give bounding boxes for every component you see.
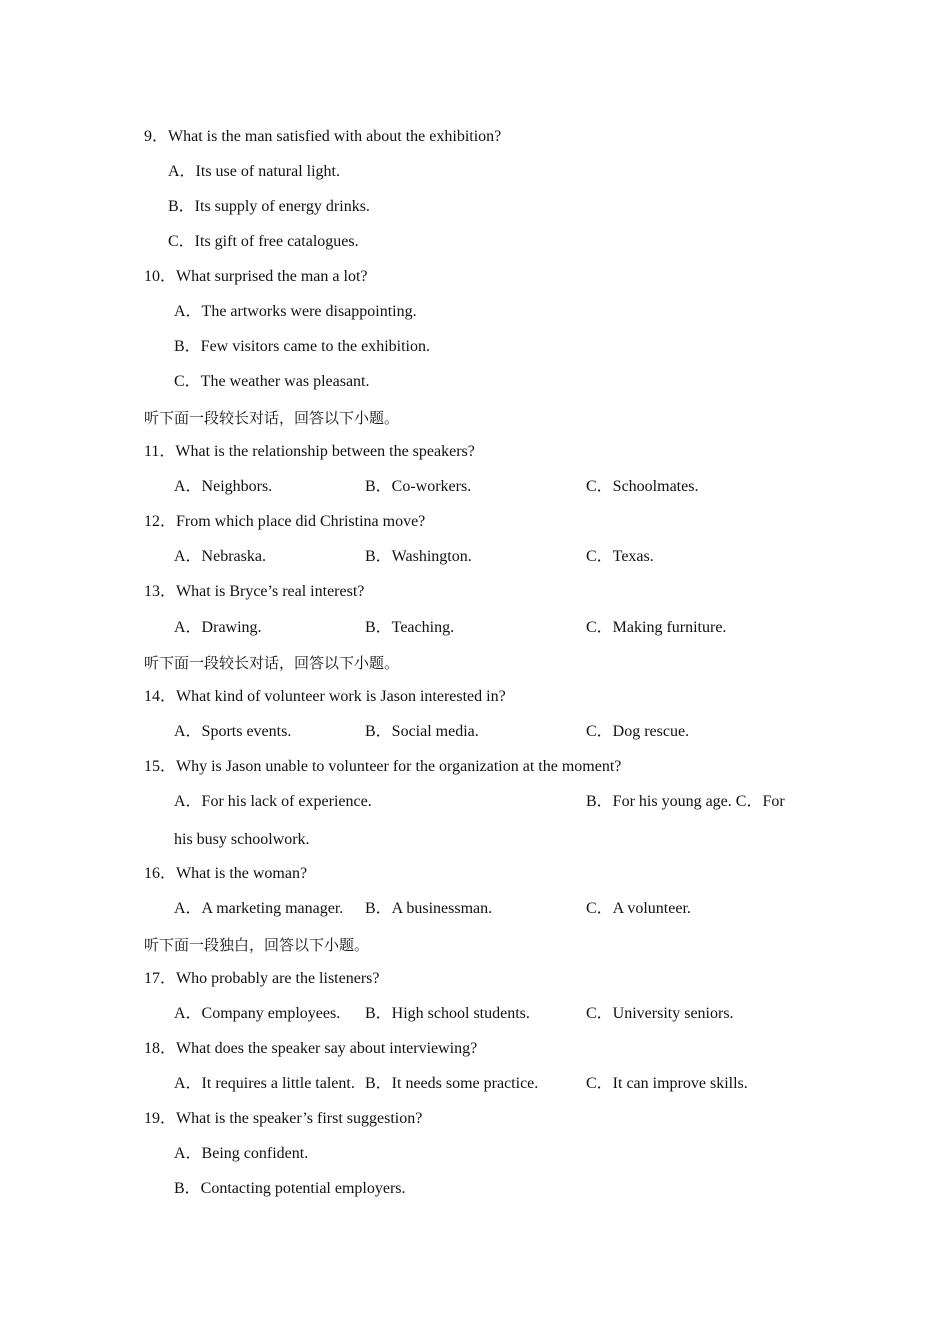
q9-option-a: A．Its use of natural light. bbox=[168, 163, 340, 180]
q14-option-a: A．Sports events. bbox=[174, 723, 292, 740]
question-12: 12．From which place did Christina move? bbox=[144, 513, 426, 530]
q10-option-b: B．Few visitors came to the exhibition. bbox=[174, 338, 430, 355]
q9-option-c: C．Its gift of free catalogues. bbox=[168, 233, 359, 250]
question-14: 14．What kind of volunteer work is Jason interested in? bbox=[144, 688, 506, 705]
q10-option-c: C．The weather was pleasant. bbox=[174, 373, 370, 390]
q12-option-a: A．Nebraska. bbox=[174, 548, 266, 565]
q17-option-b: B．High school students. bbox=[365, 1005, 530, 1022]
q16-option-b: B．A businessman. bbox=[365, 900, 493, 917]
q15-option-b: B．For his young age. C．For bbox=[586, 793, 785, 810]
q9-option-b: B．Its supply of energy drinks. bbox=[168, 198, 370, 215]
q17-option-c: C．University seniors. bbox=[586, 1005, 734, 1022]
q18-option-c: C．It can improve skills. bbox=[586, 1075, 748, 1092]
q17-option-a: A．Company employees. bbox=[174, 1005, 341, 1022]
q12-option-c: C．Texas. bbox=[586, 548, 654, 565]
q10-option-a: A．The artworks were disappointing. bbox=[174, 303, 417, 320]
q14-option-c: C．Dog rescue. bbox=[586, 723, 690, 740]
q13-option-b: B．Teaching. bbox=[365, 619, 455, 636]
q19-option-a: A．Being confident. bbox=[174, 1145, 309, 1162]
q12-option-b: B．Washington. bbox=[365, 548, 472, 565]
question-9: 9．What is the man satisfied with about the exhibition? bbox=[144, 128, 502, 145]
q14-option-b: B．Social media. bbox=[365, 723, 479, 740]
q13-option-a: A．Drawing. bbox=[174, 619, 262, 636]
q11-option-c: C．Schoolmates. bbox=[586, 478, 699, 495]
section-directions-2: 听下面一段较长对话，回答以下小题。 bbox=[144, 654, 400, 672]
q19-option-b: B．Contacting potential employers. bbox=[174, 1180, 406, 1197]
question-13: 13．What is Bryce’s real interest? bbox=[144, 583, 365, 600]
q16-option-c: C．A volunteer. bbox=[586, 900, 691, 917]
section-directions-1: 听下面一段较长对话，回答以下小题。 bbox=[144, 409, 400, 427]
q18-option-b: B．It needs some practice. bbox=[365, 1075, 539, 1092]
question-10: 10．What surprised the man a lot? bbox=[144, 268, 368, 285]
q16-option-a: A．A marketing manager. bbox=[174, 900, 344, 917]
section-directions-3: 听下面一段独白，回答以下小题。 bbox=[144, 936, 370, 954]
q13-option-c: C．Making furniture. bbox=[586, 619, 727, 636]
q15-option-c-continued: his busy schoolwork. bbox=[174, 831, 310, 848]
question-17: 17．Who probably are the listeners? bbox=[144, 970, 380, 987]
question-15: 15．Why is Jason unable to volunteer for the organization at the moment? bbox=[144, 758, 622, 775]
question-19: 19．What is the speaker’s first suggestion? bbox=[144, 1110, 423, 1127]
question-18: 18．What does the speaker say about interviewing? bbox=[144, 1040, 478, 1057]
question-16: 16．What is the woman? bbox=[144, 865, 308, 882]
q11-option-b: B．Co-workers. bbox=[365, 478, 472, 495]
question-11: 11．What is the relationship between the speakers? bbox=[144, 443, 475, 460]
q18-option-a: A．It requires a little talent. bbox=[174, 1075, 355, 1092]
q11-option-a: A．Neighbors. bbox=[174, 478, 273, 495]
q15-option-a: A．For his lack of experience. bbox=[174, 793, 372, 810]
